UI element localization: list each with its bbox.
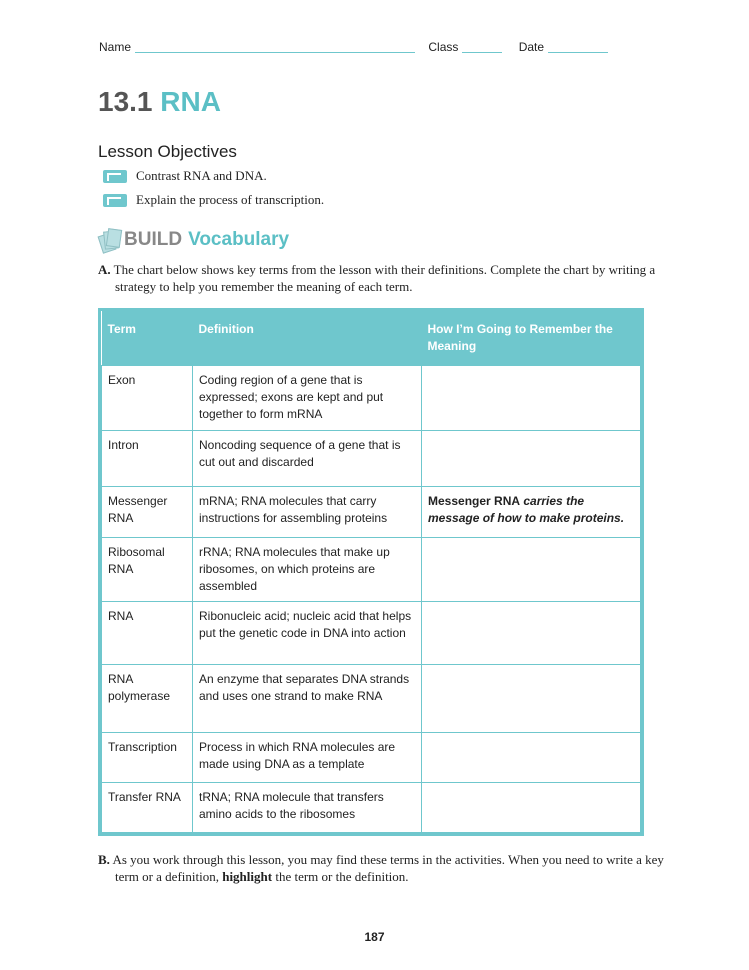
term-cell: Ribosomal RNA bbox=[102, 538, 193, 602]
table-row bbox=[102, 431, 641, 487]
definition-cell: mRNA; RNA molecules that carry instructions for assembling proteins bbox=[193, 487, 422, 538]
table-row bbox=[102, 487, 641, 538]
term-cell: Transfer RNA bbox=[102, 783, 193, 833]
strategy-cell[interactable] bbox=[422, 602, 641, 665]
part-b-text-before: As you work through this lesson, you may find these terms in the activities. When you need to write a key term or a definition, bbox=[112, 852, 664, 884]
header-definition: Definition bbox=[193, 311, 422, 366]
key-icon bbox=[103, 194, 127, 207]
title-name: RNA bbox=[160, 86, 221, 117]
term-cell: Intron bbox=[102, 431, 193, 487]
cards-icon bbox=[100, 228, 118, 252]
part-a-instructions bbox=[98, 261, 675, 295]
name-label: Name bbox=[99, 40, 132, 54]
objective-text: Explain the process of transcription. bbox=[136, 192, 325, 207]
term-cell: Messenger RNA bbox=[102, 487, 193, 538]
strategy-rest: carries the message of how to make proteins. bbox=[428, 494, 625, 525]
term-cell: RNA polymerase bbox=[102, 665, 193, 733]
definition-cell: tRNA; RNA molecule that transfers amino acids to the ribosomes bbox=[193, 783, 422, 833]
date-label: Date bbox=[518, 40, 545, 54]
objective-item bbox=[103, 192, 324, 208]
objectives-heading: Lesson Objectives bbox=[98, 142, 237, 161]
objective-text: Contrast RNA and DNA. bbox=[136, 168, 267, 183]
page-title bbox=[98, 86, 221, 118]
strategy-cell[interactable] bbox=[422, 783, 641, 833]
header-fields bbox=[99, 40, 608, 54]
definition-cell: Noncoding sequence of a gene that is cut out and discarded bbox=[193, 431, 422, 487]
strategy-cell[interactable] bbox=[422, 431, 641, 487]
definition-cell: An enzyme that separates DNA strands and uses one strand to make RNA bbox=[193, 665, 422, 733]
strategy-cell[interactable] bbox=[422, 487, 641, 538]
class-line[interactable] bbox=[462, 40, 502, 53]
key-icon bbox=[103, 170, 127, 183]
strategy-cell[interactable] bbox=[422, 733, 641, 783]
table-row bbox=[102, 665, 641, 733]
name-line[interactable] bbox=[135, 40, 415, 53]
term-cell: RNA bbox=[102, 602, 193, 665]
definition-cell: rRNA; RNA molecules that make up ribosomes, on which proteins are assembled bbox=[193, 538, 422, 602]
part-b-instructions bbox=[98, 851, 675, 885]
build-vocabulary-heading bbox=[100, 228, 289, 252]
table-row bbox=[102, 602, 641, 665]
table-row bbox=[102, 366, 641, 431]
term-cell: Transcription bbox=[102, 733, 193, 783]
strategy-cell[interactable] bbox=[422, 366, 641, 431]
part-b-highlight: highlight bbox=[222, 869, 273, 884]
term-cell: Exon bbox=[102, 366, 193, 431]
date-line[interactable] bbox=[548, 40, 608, 53]
definition-cell: Coding region of a gene that is expressed; exons are kept and put together to form mRNA bbox=[193, 366, 422, 431]
definition-cell: Process in which RNA molecules are made using DNA as a template bbox=[193, 733, 422, 783]
objective-item bbox=[103, 168, 267, 184]
table-header-row bbox=[102, 311, 641, 366]
class-field bbox=[428, 40, 502, 54]
part-a-text: The chart below shows key terms from the lesson with their definitions. Complete the chart by writing a strategy to help you remember the meaning of each term. bbox=[113, 262, 656, 294]
definition-cell: Ribonucleic acid; nucleic acid that helps put the genetic code in DNA into action bbox=[193, 602, 422, 665]
table-row bbox=[102, 733, 641, 783]
table-row bbox=[102, 538, 641, 602]
header-strategy: How I’m Going to Remember the Meaning bbox=[422, 311, 641, 366]
vocabulary-word: Vocabulary bbox=[188, 229, 290, 250]
page-number: 187 bbox=[364, 930, 385, 944]
date-field bbox=[519, 40, 608, 54]
strategy-cell[interactable] bbox=[422, 665, 641, 733]
table-row bbox=[102, 783, 641, 833]
class-label: Class bbox=[428, 40, 459, 54]
build-word: BUILD bbox=[124, 229, 183, 250]
header-term: Term bbox=[102, 311, 193, 366]
strategy-cell[interactable] bbox=[422, 538, 641, 602]
part-b-text-after: the term or the definition. bbox=[275, 869, 409, 884]
name-field bbox=[99, 40, 415, 54]
part-b-letter: B. bbox=[98, 852, 110, 867]
strategy-term: Messenger RNA bbox=[428, 494, 521, 508]
part-a-letter: A. bbox=[98, 262, 111, 277]
title-number: 13.1 bbox=[98, 86, 153, 117]
vocabulary-table bbox=[98, 308, 644, 836]
